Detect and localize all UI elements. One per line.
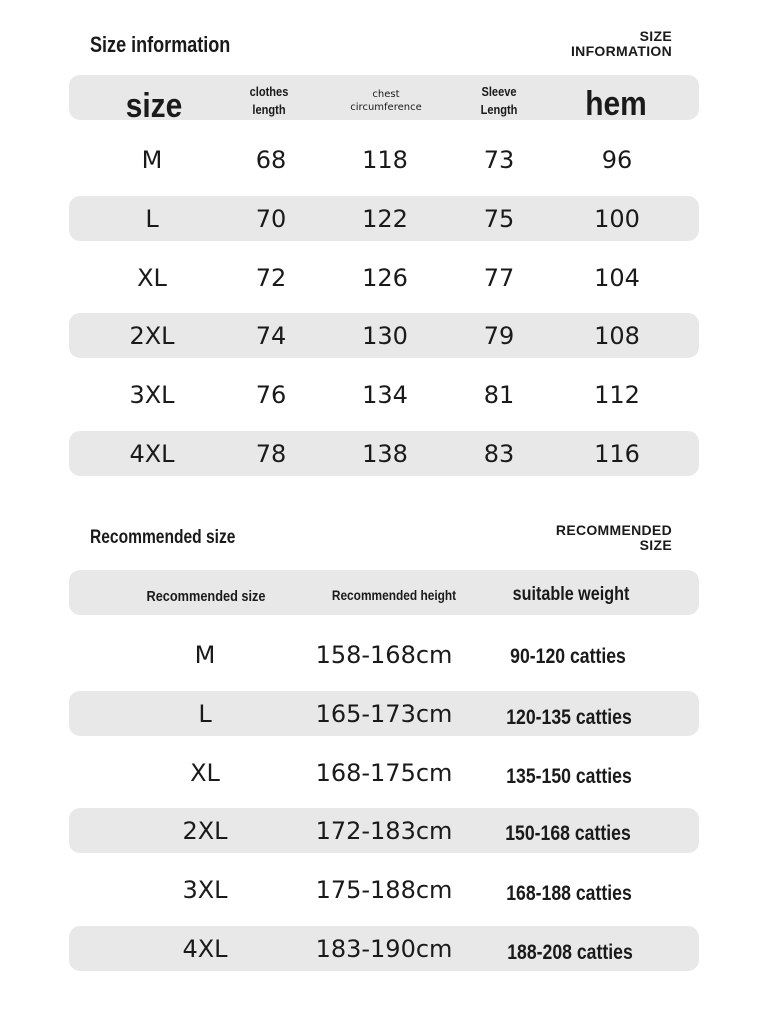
header-sleeve-line1: Sleeve — [481, 83, 517, 99]
row-sleeve: 83 — [483, 439, 515, 468]
row-size: 4XL — [129, 439, 175, 468]
recommended-table-row — [69, 926, 699, 971]
header-sleeve-line2: Length — [480, 101, 518, 117]
size-info-title-right-line2: INFORMATION — [570, 43, 672, 59]
recommended-title: Recommended size — [90, 527, 236, 548]
row-chest: 138 — [362, 439, 408, 468]
size-table-row — [69, 196, 699, 241]
header-size: size — [125, 87, 183, 125]
row-size: L — [145, 204, 159, 233]
rec-row-height: 172-183cm — [315, 816, 453, 845]
header-suitable-weight: suitable weight — [512, 583, 630, 605]
recommended-table-header — [69, 570, 699, 615]
row-hem: 108 — [594, 321, 640, 350]
row-hem: 116 — [594, 439, 640, 468]
rec-row-weight: 90-120 catties — [510, 644, 626, 668]
row-sleeve: 77 — [483, 263, 515, 292]
size-table-row — [69, 313, 699, 358]
rec-row-weight: 188-208 catties — [507, 940, 633, 964]
row-hem: 112 — [594, 380, 640, 409]
header-clothes-length-line1: clothes — [249, 83, 289, 99]
header-clothes-length — [250, 78, 289, 123]
header-chest-line1: chest — [372, 88, 400, 100]
recommended-table-row — [69, 750, 699, 795]
header-chest — [350, 78, 421, 123]
recommended-table-row — [69, 691, 699, 736]
size-table-row — [69, 255, 699, 300]
rec-row-height: 165-173cm — [315, 699, 453, 728]
row-hem: 104 — [594, 263, 640, 292]
size-table-row — [69, 372, 699, 417]
header-clothes-length-line2: length — [252, 101, 286, 117]
recommended-title-right-line1: RECOMMENDED — [555, 522, 672, 538]
row-length: 76 — [255, 380, 287, 409]
size-info-title-right-line1: SIZE — [639, 28, 672, 44]
rec-row-height: 158-168cm — [315, 640, 453, 669]
row-size: 2XL — [129, 321, 175, 350]
recommended-title-right — [556, 523, 672, 553]
header-chest-line2: circumference — [350, 101, 422, 113]
size-table-header — [69, 75, 699, 125]
row-hem: 100 — [594, 204, 640, 233]
header-recommended-size: Recommended size — [146, 588, 266, 605]
row-size: M — [141, 145, 163, 174]
recommended-table-row — [69, 808, 699, 853]
row-length: 68 — [255, 145, 287, 174]
header-recommended-height: Recommended height — [331, 586, 457, 603]
size-table-row — [69, 137, 699, 182]
row-chest: 134 — [362, 380, 408, 409]
row-size: XL — [137, 263, 167, 292]
rec-row-weight: 135-150 catties — [506, 764, 632, 788]
rec-row-height: 183-190cm — [315, 934, 453, 963]
size-info-title-right — [571, 29, 672, 59]
rec-row-size: 2XL — [182, 816, 228, 845]
rec-row-weight: 120-135 catties — [506, 705, 632, 729]
rec-row-size: 3XL — [182, 875, 228, 904]
row-length: 74 — [255, 321, 287, 350]
row-sleeve: 75 — [483, 204, 515, 233]
rec-row-size: L — [198, 699, 212, 728]
row-chest: 118 — [362, 145, 408, 174]
row-sleeve: 79 — [483, 321, 515, 350]
row-length: 70 — [255, 204, 287, 233]
size-info-title: Size information — [90, 32, 231, 57]
recommended-title-right-line2: SIZE — [639, 537, 672, 553]
rec-row-weight: 150-168 catties — [505, 821, 631, 845]
rec-row-height: 175-188cm — [315, 875, 453, 904]
header-hem: hem — [585, 85, 647, 123]
recommended-table-row — [69, 867, 699, 912]
row-length: 78 — [255, 439, 287, 468]
row-size: 3XL — [129, 380, 175, 409]
row-sleeve: 81 — [483, 380, 515, 409]
header-sleeve-length — [481, 78, 518, 123]
row-hem: 96 — [601, 145, 633, 174]
row-chest: 126 — [362, 263, 408, 292]
row-length: 72 — [255, 263, 287, 292]
rec-row-size: 4XL — [182, 934, 228, 963]
rec-row-height: 168-175cm — [315, 758, 453, 787]
row-chest: 130 — [362, 321, 408, 350]
row-sleeve: 73 — [483, 145, 515, 174]
rec-row-size: M — [194, 640, 216, 669]
size-table-row — [69, 431, 699, 476]
recommended-table-row — [69, 632, 699, 677]
row-chest: 122 — [362, 204, 408, 233]
rec-row-weight: 168-188 catties — [506, 881, 632, 905]
rec-row-size: XL — [190, 758, 220, 787]
